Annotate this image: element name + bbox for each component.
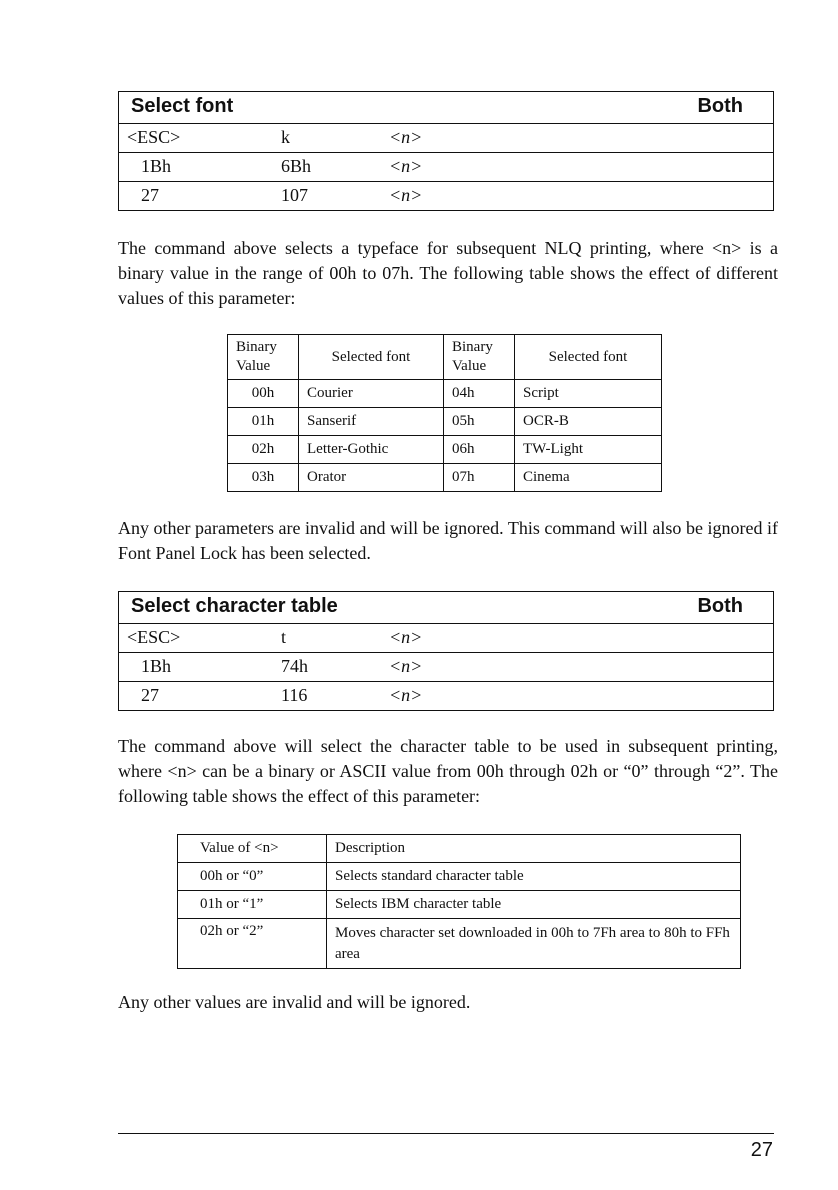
command-row	[119, 153, 773, 182]
paragraph-text: The command above selects a typeface for subsequent NLQ printing, where <n> is a binary value in the range of 00h to 07h. The following table shows the effect of different values of this parameter:	[118, 238, 778, 308]
code-cell: 116	[281, 685, 308, 705]
param-cell: <n>	[389, 185, 423, 205]
code-cell: 27	[141, 685, 159, 705]
table-cell: Letter-Gothic	[299, 436, 444, 464]
command-header	[119, 92, 773, 124]
paragraph-font-description	[118, 236, 778, 311]
param-cell: <n>	[389, 656, 423, 676]
table-cell: TW-Light	[515, 436, 662, 464]
command-row	[119, 182, 773, 210]
table-cell: 01h or “1”	[178, 891, 327, 919]
table-row	[178, 863, 741, 891]
param-cell: <n>	[389, 127, 423, 147]
table-header-cell: Selected font	[515, 335, 662, 380]
code-cell: <ESC>	[127, 127, 181, 147]
paragraph-invalid-values	[118, 990, 778, 1015]
code-cell: k	[281, 127, 290, 147]
table-header-row	[178, 835, 741, 863]
table-cell: 03h	[228, 464, 299, 492]
code-cell: 1Bh	[141, 656, 172, 676]
command-mode: Both	[697, 595, 743, 617]
table-row	[228, 380, 662, 408]
table-cell: Sanserif	[299, 408, 444, 436]
command-row	[119, 624, 773, 653]
paragraph-character-table-description	[118, 734, 778, 809]
table-cell: OCR-B	[515, 408, 662, 436]
table-cell: Selects standard character table	[327, 863, 741, 891]
table-cell: Moves character set downloaded in 00h to 7Fh area to 80h to FFh area	[327, 919, 741, 969]
command-header	[119, 592, 773, 624]
table-cell: 00h	[228, 380, 299, 408]
code-cell: 74h	[281, 656, 308, 676]
paragraph-text: Any other parameters are invalid and will be ignored. This command will also be ignored if Font Panel Lock has been selected.	[118, 518, 778, 563]
table-row	[178, 891, 741, 919]
command-row	[119, 653, 773, 682]
code-cell: t	[281, 627, 287, 647]
page-number: 27	[750, 1139, 773, 1161]
table-cell: 00h or “0”	[178, 863, 327, 891]
param-cell: <n>	[389, 156, 423, 176]
character-table	[177, 834, 741, 969]
code-cell: 107	[281, 185, 308, 205]
select-font-command-box	[118, 91, 774, 211]
command-title: Select character table	[131, 595, 338, 617]
table-cell: 04h	[444, 380, 515, 408]
footer-rule	[118, 1133, 774, 1134]
table-header-cell: Binary Value	[444, 335, 515, 380]
table-cell: 05h	[444, 408, 515, 436]
code-cell: <ESC>	[127, 627, 181, 647]
table-row	[228, 436, 662, 464]
code-cell: 6Bh	[281, 156, 312, 176]
param-cell: <n>	[389, 627, 423, 647]
table-cell: 02h or “2”	[178, 919, 327, 969]
command-row	[119, 682, 773, 710]
table-row	[228, 408, 662, 436]
table-cell: 02h	[228, 436, 299, 464]
command-mode: Both	[697, 95, 743, 117]
command-row	[119, 124, 773, 153]
table-header-cell: Selected font	[299, 335, 444, 380]
table-header-cell: Description	[327, 835, 741, 863]
table-cell: Orator	[299, 464, 444, 492]
param-cell: <n>	[389, 685, 423, 705]
table-cell: Courier	[299, 380, 444, 408]
paragraph-text: The command above will select the character table to be used in subsequent printing, where <n> can be a binary or ASCII value from 00h through 02h or “0” through “2”. The following table shows the effect of this parameter:	[118, 736, 778, 806]
code-cell: 1Bh	[141, 156, 172, 176]
table-cell: Cinema	[515, 464, 662, 492]
table-cell: Selects IBM character table	[327, 891, 741, 919]
table-row	[228, 464, 662, 492]
paragraph-invalid-parameters	[118, 516, 778, 566]
command-title: Select font	[131, 95, 234, 117]
table-cell: 06h	[444, 436, 515, 464]
select-character-table-command-box	[118, 591, 774, 711]
table-cell: 07h	[444, 464, 515, 492]
table-header-row	[228, 335, 662, 380]
code-cell: 27	[141, 185, 159, 205]
table-header-cell: Value of <n>	[178, 835, 327, 863]
table-cell: Script	[515, 380, 662, 408]
table-row	[178, 919, 741, 969]
paragraph-text: Any other values are invalid and will be ignored.	[118, 992, 471, 1012]
table-header-cell: Binary Value	[228, 335, 299, 380]
table-cell: 01h	[228, 408, 299, 436]
font-table	[227, 334, 662, 492]
